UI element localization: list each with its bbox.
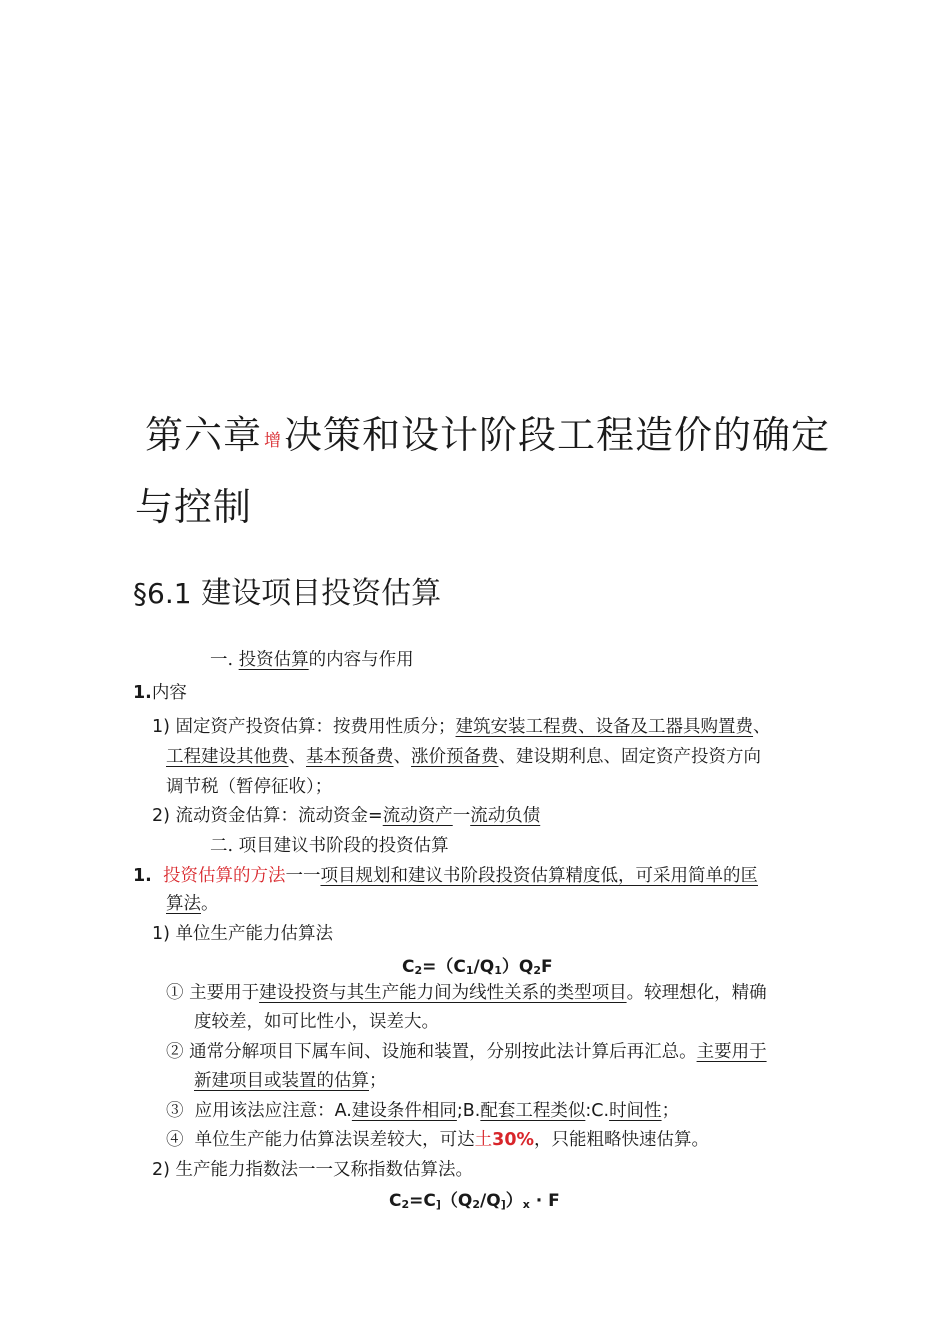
item-2-line1: 1. 投资估算的方法一一项目规划和建议书阶段投资估算精度低，可采用简单的匡 [133, 866, 758, 886]
heading-1-underlined: 投资估算 [238, 650, 309, 670]
point-1-line2: 度较差，如可比性小，误差大。 [194, 1012, 439, 1032]
chapter-title [145, 404, 830, 459]
sub-item-1-line1: 1) 固定资产投资估算：按费用性质分；建筑安装工程费、设备及工器具购置费、 [152, 717, 771, 737]
chapter-title-line2: 与控制 [135, 485, 253, 529]
method-2: 2) 生产能力指数法一一又称指数估算法。 [152, 1160, 474, 1180]
sub-item-2: 2) 流动资金估算：流动资金=流动资产一流动负债 [152, 806, 541, 826]
chapter-title-part2: 决策和设计阶段工程造价的确定 [284, 413, 831, 457]
method-1: 1) 单位生产能力估算法 [152, 924, 334, 944]
point-1-line1: ① 主要用于建设投资与其生产能力间为线性关系的类型项目。较理想化，精确 [166, 983, 767, 1003]
point-2-line1: ② 通常分解项目下属车间、设施和装置，分别按此法计算后再汇总。主要用于 [166, 1042, 767, 1062]
error-percentage: 30% [492, 1130, 535, 1150]
heading-2: 二. 项目建议书阶段的投资估算 [210, 836, 449, 856]
method-heading: 投资估算的方法 [162, 866, 286, 886]
section-title-text: 建设项目投资估算 [201, 576, 442, 611]
item-2-line2: 算法。 [166, 894, 219, 914]
point-3: ③ 应用该法应注意：A.建设条件相同;B.配套工程类似:C.时间性； [166, 1101, 680, 1121]
section-title [133, 568, 441, 612]
section-number: §6.1 [133, 577, 192, 610]
formula-2: C2=C]（Q2/Q]）x · F [389, 1191, 560, 1211]
inline-mark: 增 [264, 431, 283, 451]
item-1: 1.内容 [133, 683, 187, 703]
point-2-line2: 新建项目或装置的估算； [194, 1071, 387, 1091]
sub-item-1-line2: 工程建设其他费、基本预备费、涨价预备费、建设期利息、固定资产投资方向 [166, 747, 761, 767]
chapter-title-part1: 第六章 [145, 413, 263, 457]
formula-1: C2=（C1/Q1）Q2F [402, 957, 553, 977]
point-4: ④ 单位生产能力估算法误差较大，可达土30%，只能粗略快速估算。 [166, 1130, 710, 1150]
heading-1: 一. 投资估算的内容与作用 [210, 650, 414, 670]
sub-item-1-line3: 调节税（暂停征收）； [166, 777, 333, 797]
